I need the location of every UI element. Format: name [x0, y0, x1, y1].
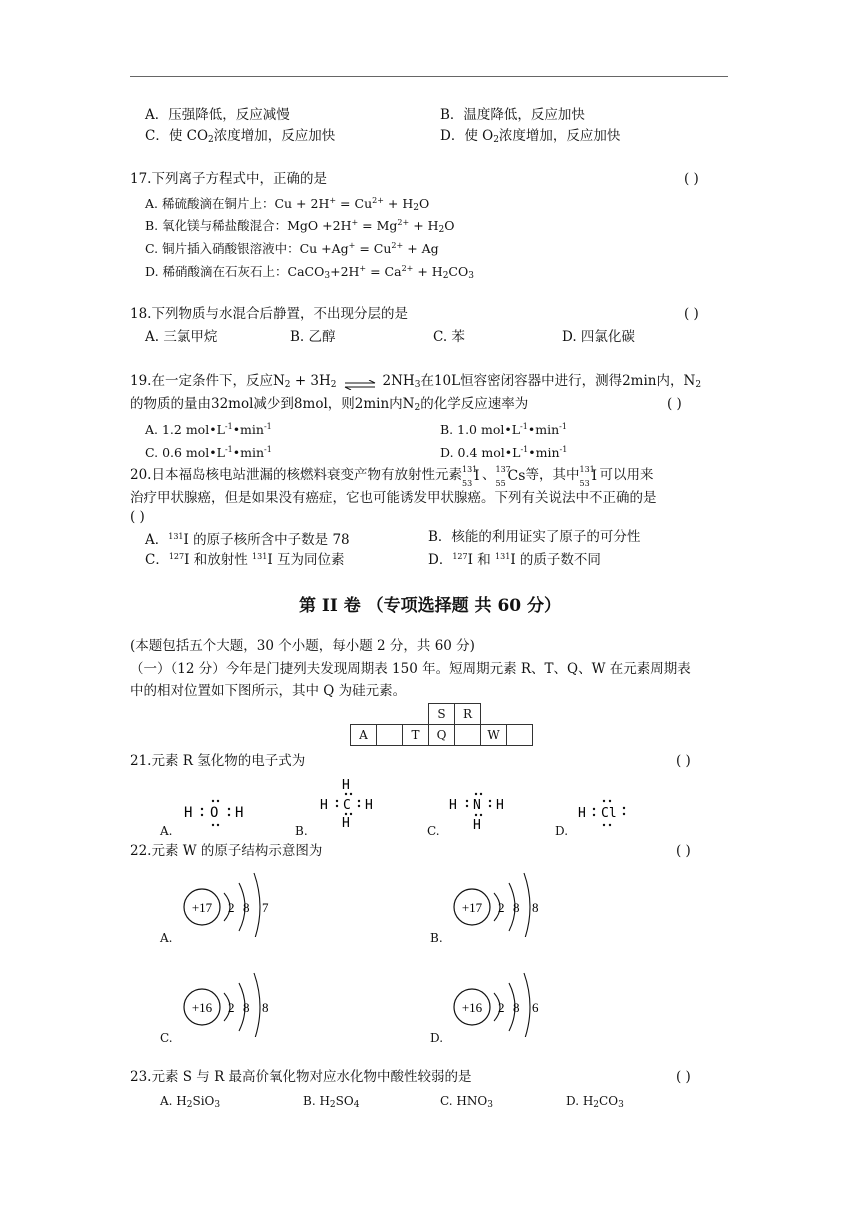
- atom-diagram-option-d: [430, 965, 560, 1045]
- electron-count: 2: [228, 1000, 235, 1015]
- q20-answer-paren: ( ): [130, 509, 145, 525]
- q19-option-b: B. 1.0 $mol•L^{-1}•\min^{-1}$: [440, 422, 567, 437]
- electron-count: 8: [243, 900, 250, 915]
- cesium-137-isotope: 137 55 Cs: [495, 464, 526, 488]
- q18-option-a: A. 三氯甲烷: [145, 329, 218, 345]
- lewis-h: H: [342, 816, 350, 830]
- q22-option-label: A.: [160, 931, 173, 945]
- pt-cell: [507, 704, 533, 725]
- pt-cell: [377, 725, 403, 746]
- lewis-cl: Cl: [601, 806, 617, 821]
- q18-option-b: B. 乙醇: [290, 329, 336, 345]
- q20-option-b: B．核能的利用证实了原子的可分性: [428, 529, 641, 545]
- pt-cell: [403, 704, 429, 725]
- q16-option-b: B．温度降低，反应加快: [440, 107, 585, 123]
- electron-shell-arc: [524, 873, 530, 937]
- lewis-n: N: [473, 798, 481, 813]
- lewis-h: H: [496, 798, 504, 813]
- pt-cell-t: T: [403, 725, 429, 746]
- equilibrium-arrow-icon: [343, 377, 377, 387]
- electron-count: 2: [228, 900, 235, 915]
- q23-answer-paren: ( ): [676, 1069, 691, 1085]
- q23-option-a: A. $H_2SiO_3$: [160, 1094, 221, 1110]
- electron-count: 2: [498, 900, 505, 915]
- q22-option-label: C.: [160, 1031, 173, 1045]
- q16-option-a: A．压强降低，反应减慢: [145, 107, 290, 123]
- q17-option-c: C. 铜片插入硝酸银溶液中：$Cu +Ag^+ = Cu^{2+} + Ag$: [145, 241, 439, 256]
- pt-cell-q: Q: [429, 725, 455, 746]
- electron-count: 8: [513, 1000, 520, 1015]
- q16-option-d: D．使 $O_2$浓度增加，反应加快: [440, 128, 621, 145]
- iodine-131-isotope: 131 53 I: [579, 464, 598, 488]
- electron-count: 8: [532, 900, 539, 915]
- lewis-structure-b: [318, 775, 388, 830]
- q19-answer-paren: ( ): [667, 396, 682, 412]
- part1-line2: 中的相对位置如下图所示，其中 Q 为硅元素。: [130, 683, 407, 699]
- lewis-h: H: [365, 798, 373, 813]
- q23-stem: 23.元素 S 与 R 最高价氧化物对应水化物中酸性较弱的是: [130, 1069, 472, 1085]
- lewis-h: H: [578, 806, 586, 821]
- q23-option-b: B. $H_2SO_4$: [303, 1094, 360, 1110]
- lewis-o: O: [210, 805, 219, 821]
- q19-option-c: C. 0.6 $mol•L^{-1}•\min^{-1}$: [145, 445, 272, 460]
- electron-count: 7: [262, 900, 269, 915]
- q18-answer-paren: ( ): [684, 306, 699, 322]
- electron-shell-arc: [524, 973, 530, 1037]
- nucleus-charge: +17: [191, 900, 213, 915]
- pt-cell-r: R: [455, 704, 481, 725]
- q22-option-label: B.: [430, 931, 443, 945]
- lewis-h: H: [320, 798, 328, 813]
- q19-stem-line2: 的物质的量由32mol减少到8mol，则2min内$N_2$的化学反应速率为: [130, 396, 529, 413]
- q18-option-c: C. 苯: [433, 329, 465, 345]
- section-title: 第 II 卷 （专项选择题 共 60 分）: [298, 596, 562, 616]
- q20-option-d: D．$^{127}$I 和 $^{131}$I 的质子数不同: [428, 552, 601, 568]
- pt-cell-w: W: [481, 725, 507, 746]
- q21-label-a: A.: [160, 824, 173, 838]
- q21-answer-paren: ( ): [676, 753, 691, 769]
- electron-count: 8: [262, 1000, 269, 1015]
- section-intro: (本题包括五个大题，30 个小题，每小题 2 分，共 60 分): [130, 638, 475, 654]
- q18-option-d: D. 四氯化碳: [562, 329, 635, 345]
- pt-cell: [481, 704, 507, 725]
- atom-diagram-option-a: [160, 865, 290, 945]
- q19-option-a: A. 1.2 $mol•L^{-1}•\min^{-1}$: [145, 422, 272, 437]
- q17-option-d: D. 稀硝酸滴在石灰石上：CaCO$_3$+2H+ = $Ca^{2+} + H_2CO_3$: [145, 264, 474, 281]
- atom-diagram-option-c: [160, 965, 290, 1045]
- q18-stem: 18.下列物质与水混合后静置，不出现分层的是: [130, 306, 408, 322]
- q21-stem: 21.元素 R 氢化物的电子式为: [130, 753, 306, 769]
- q17-option-a: A. 稀硫酸滴在铜片上：$Cu + 2H^+ = Cu^{2+} + H_2O$: [145, 196, 430, 213]
- q17-option-b: B. 氧化镁与稀盐酸混合：MgO $+2H^+ = Mg^{2+} + H_2O$: [145, 218, 455, 235]
- q23-option-d: D. $H_2CO_3$: [566, 1094, 624, 1110]
- periodic-table-fragment: [350, 703, 533, 746]
- q20-stem-line1: 20.日本福岛核电站泄漏的核燃料衰变产物有放射性元素 131 53 I 、 137 55 Cs 等，其中 131 53 I 可以用来: [130, 464, 654, 488]
- electron-shell-arc: [254, 873, 260, 937]
- pt-cell: [455, 725, 481, 746]
- electron-shell-arc: [254, 973, 260, 1037]
- q21-label-c: C.: [427, 824, 440, 838]
- lewis-h: H: [342, 778, 350, 793]
- q22-option-label: D.: [430, 1031, 444, 1045]
- pt-cell-s: S: [429, 704, 455, 725]
- lewis-h: H: [473, 818, 481, 831]
- electron-count: 8: [243, 1000, 250, 1015]
- q20-option-a: A．$^{131}$I 的原子核所含中子数是 78: [145, 532, 350, 548]
- lewis-h: H: [235, 805, 244, 821]
- atom-diagram-option-b: [430, 865, 560, 945]
- lewis-structure-c: [447, 789, 517, 831]
- q19-option-d: D. 0.4 $mol•L^{-1}•\min^{-1}$: [440, 445, 568, 460]
- q20-option-c: C．$^{127}$I 和放射性 $^{131}$I 互为同位素: [145, 552, 345, 568]
- q16-option-c: C．使 $CO_2$浓度增加，反应加快: [145, 128, 336, 145]
- electron-count: 6: [532, 1000, 539, 1015]
- pt-cell: [377, 704, 403, 725]
- q20-stem-line2: 治疗甲状腺癌，但是如果没有癌症，它也可能诱发甲状腺癌。下列有关说法中不正确的是: [130, 490, 657, 506]
- lewis-structure-a: [180, 796, 250, 830]
- pt-cell: [507, 725, 533, 746]
- q23-option-c: C. $HNO_3$: [440, 1094, 493, 1110]
- q21-label-b: B.: [295, 824, 308, 838]
- header-rule: [130, 76, 728, 77]
- nucleus-charge: +17: [461, 900, 483, 915]
- part1-line1: （一）（12 分）今年是门捷列夫发现周期表 150 年。短周期元素 R、T、Q、W 在元素周期表: [130, 661, 691, 677]
- lewis-c: C: [343, 798, 351, 813]
- lewis-h: H: [184, 805, 193, 821]
- pt-cell: [351, 704, 377, 725]
- lewis-h: H: [449, 798, 457, 813]
- q19-stem-line1: 19.在一定条件下，反应$N_2 + 3H_2$ $2NH_3$在10L恒容密闭容器中进行，测得2min内，$N_2$: [130, 373, 702, 390]
- electron-count: 8: [513, 900, 520, 915]
- nucleus-charge: +16: [191, 1000, 213, 1015]
- iodine-131-isotope: 131 53 I: [461, 464, 480, 488]
- electron-count: 2: [498, 1000, 505, 1015]
- q21-label-d: D.: [555, 824, 569, 838]
- q17-answer-paren: ( ): [684, 171, 699, 187]
- nucleus-charge: +16: [461, 1000, 483, 1015]
- q22-answer-paren: ( ): [676, 843, 691, 859]
- q17-stem: 17.下列离子方程式中，正确的是: [130, 171, 327, 187]
- q22-stem: 22.元素 W 的原子结构示意图为: [130, 843, 323, 859]
- lewis-structure-d: [576, 796, 636, 830]
- pt-cell-a: A: [351, 725, 377, 746]
